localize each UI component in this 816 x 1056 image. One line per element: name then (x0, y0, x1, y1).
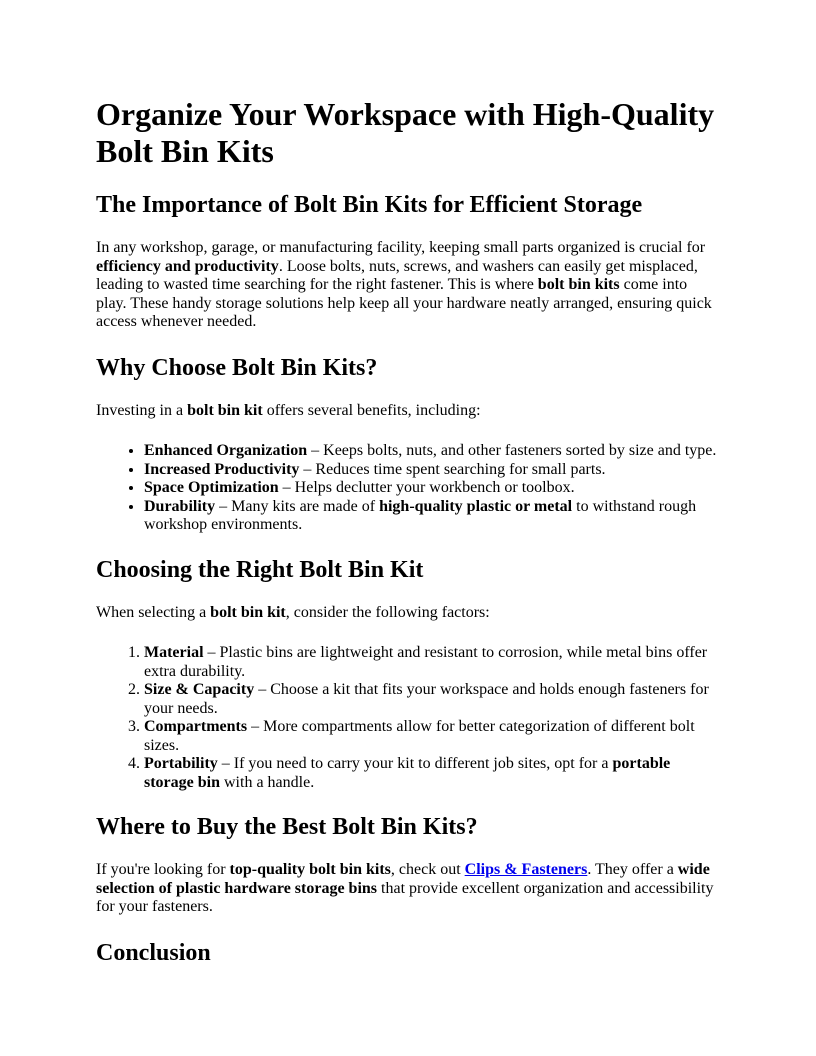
list-item: • Enhanced Organization – Keeps bolts, nuts, and other fasteners sorted by size and type. (144, 442, 720, 461)
page-title: Organize Your Workspace with High-Quality Bolt Bin Kits (96, 96, 715, 169)
why-intro: Investing in a bolt bin kit offers several benefits, including: (96, 401, 481, 419)
list-item: • Space Optimization – Helps declutter your workbench or toolbox. (144, 479, 720, 498)
section-heading-choosing: Choosing the Right Bolt Bin Kit (96, 556, 424, 583)
list-item: • Increased Productivity – Reduces time spent searching for small parts. (144, 461, 720, 480)
list-item: 3. Compartments – More compartments allow for better categorization of different bolt sizes. (144, 718, 720, 755)
factors-list (96, 644, 720, 792)
choosing-intro: When selecting a bolt bin kit, consider the following factors: (96, 603, 490, 621)
section-heading-conclusion: Conclusion (96, 939, 211, 966)
list-item: 4. Portability – If you need to carry your kit to different job sites, opt for a portable storage bin with a handle. (144, 755, 720, 792)
importance-paragraph: In any workshop, garage, or manufacturing facility, keeping small parts organized is crucial for efficiency and productivity. Loose bolts, nuts, screws, and washers can easily get misplaced, leading to wasted time searching for the right fastener. This is where bolt bin kits come into play. These handy storage solutions help keep all your hardware neatly arranged, ensuring quick access whenever needed. (96, 239, 712, 330)
benefits-list (96, 442, 720, 535)
list-item: • Durability – Many kits are made of high-quality plastic or metal to withstand rough workshop environments. (144, 498, 720, 535)
clips-fasteners-link[interactable]: Clips & Fasteners (464, 861, 588, 878)
section-heading-importance: The Importance of Bolt Bin Kits for Efficient Storage (96, 192, 643, 218)
section-heading-buy: Where to Buy the Best Bolt Bin Kits? (96, 814, 478, 840)
section-heading-why: Why Choose Bolt Bin Kits? (96, 354, 378, 381)
list-item: 2. Size & Capacity – Choose a kit that fits your workspace and holds enough fasteners for your needs. (144, 681, 720, 718)
list-item: 1. Material – Plastic bins are lightweight and resistant to corrosion, while metal bins offer extra durability. (144, 644, 720, 681)
buy-paragraph: If you're looking for top-quality bolt bin kits, check out Clips & Fasteners. They offer a wide selection of plastic hardware storage bins that provide excellent organization and accessibility for your fasteners. (96, 861, 714, 915)
